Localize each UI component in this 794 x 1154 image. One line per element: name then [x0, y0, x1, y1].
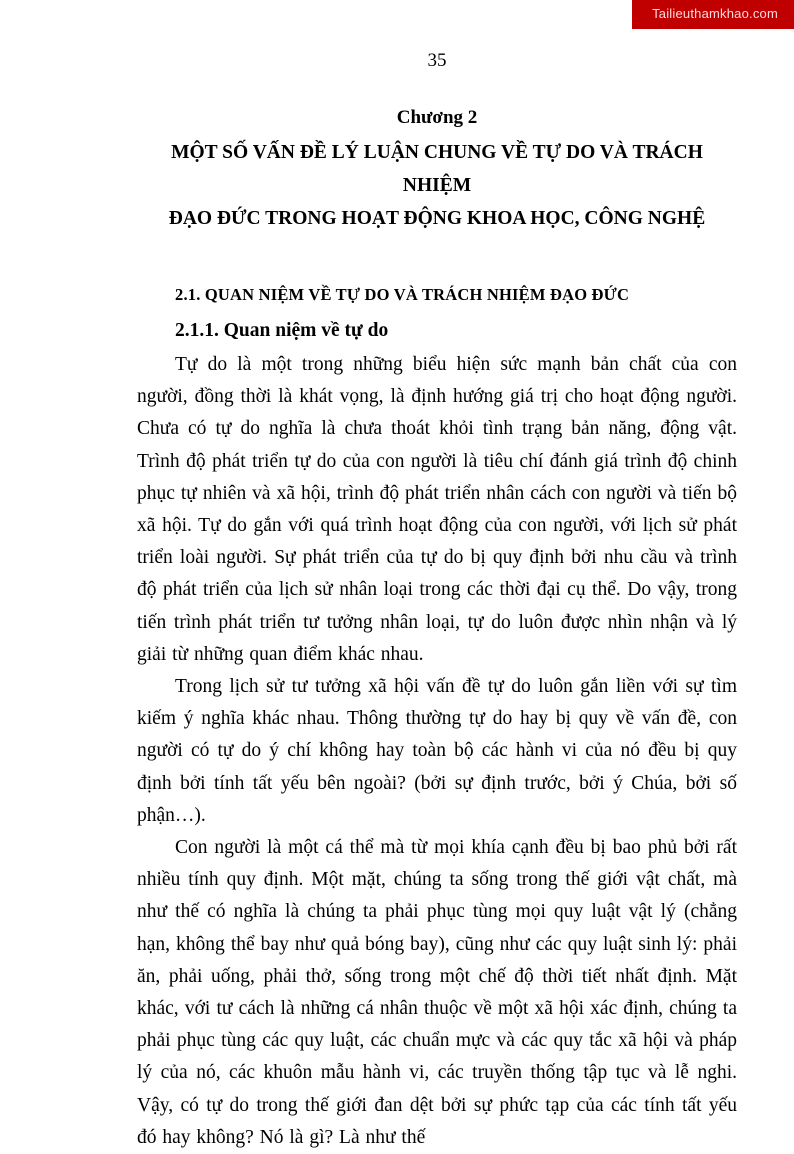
section-heading: 2.1. QUAN NIỆM VỀ TỰ DO VÀ TRÁCH NHIỆM ĐẠO ĐỨC: [175, 285, 630, 304]
paragraph: Con người là một cá thể mà từ mọi khía cạnh đều bị bao phủ bởi rất nhiều tính quy định. Một mặt, chúng ta sống trong thế giới vật chất, mà như thế có nghĩa là chúng ta phải phục tùng mọi quy luật vật lý (chẳng hạn, không thể bay như quả bóng bay), cũng như các quy luật sinh lý: phải ăn, phải uống, phải thở, sống trong một chế độ thời tiết nhất định. Mặt khác, với tư cách là những cá nhân thuộc về một xã hội xác định, chúng ta phải phục tùng các quy luật, các chuẩn mực và các quy tắc xã hội và pháp lý của nó, các khuôn mẫu hành vi, các truyền thống tập tục và lễ nghi. Vậy, có tự do trong thế giới đan dệt bởi sự phức tạp của các tính tất yếu đó hay không? Nó là gì? Là như thế: [137, 837, 737, 1148]
watermark-link[interactable]: Tailieuthamkhao.com: [632, 0, 794, 29]
paragraph: Trong lịch sử tư tưởng xã hội vấn đề tự do luôn gắn liền với sự tìm kiếm ý nghĩa khác nhau. Thông thường tự do hay bị quy về vấn đề, con người có tự do ý chí không hay toàn bộ các hành vi của nó đều bị quy định bởi tính tất yếu bên ngoài? (bởi sự định trước, bởi ý Chúa, bởi số phận…).: [137, 676, 737, 826]
body-text: [137, 349, 737, 1154]
page-content: [137, 50, 737, 1154]
paragraph: Tự do là một trong những biểu hiện sức mạnh bản chất của con người, đồng thời là khát vọng, là định hướng giá trị cho hoạt động người. Chưa có tự do nghĩa là chưa thoát khỏi tình trạng bản năng, động vật. Trình độ phát triển tự do của con người là tiêu chí đánh giá trình độ chinh phục tự nhiên và xã hội, trình độ phát triển nhân cách con người và tiến bộ xã hội. Tự do gắn với quá trình hoạt động của con người, với lịch sử phát triển loài người. Sự phát triển của tự do bị quy định bởi nhu cầu và trình độ phát triển của lịch sử nhân loại trong các thời đại cụ thể. Do vậy, trong tiến trình phát triển tư tưởng nhân loại, tự do luôn được nhìn nhận và lý giải từ những quan điểm khác nhau.: [137, 354, 737, 665]
subsection-heading: 2.1.1. Quan niệm về tự do: [175, 320, 389, 341]
chapter-heading: Chương 2: [396, 107, 478, 128]
document-title-line-2: ĐẠO ĐỨC TRONG HOẠT ĐỘNG KHOA HỌC, CÔNG NGHỆ: [168, 208, 706, 229]
page-number: 35: [427, 50, 447, 71]
document-title-line-1: MỘT SỐ VẤN ĐỀ LÝ LUẬN CHUNG VỀ TỰ DO VÀ TRÁCH NHIỆM: [171, 142, 703, 196]
